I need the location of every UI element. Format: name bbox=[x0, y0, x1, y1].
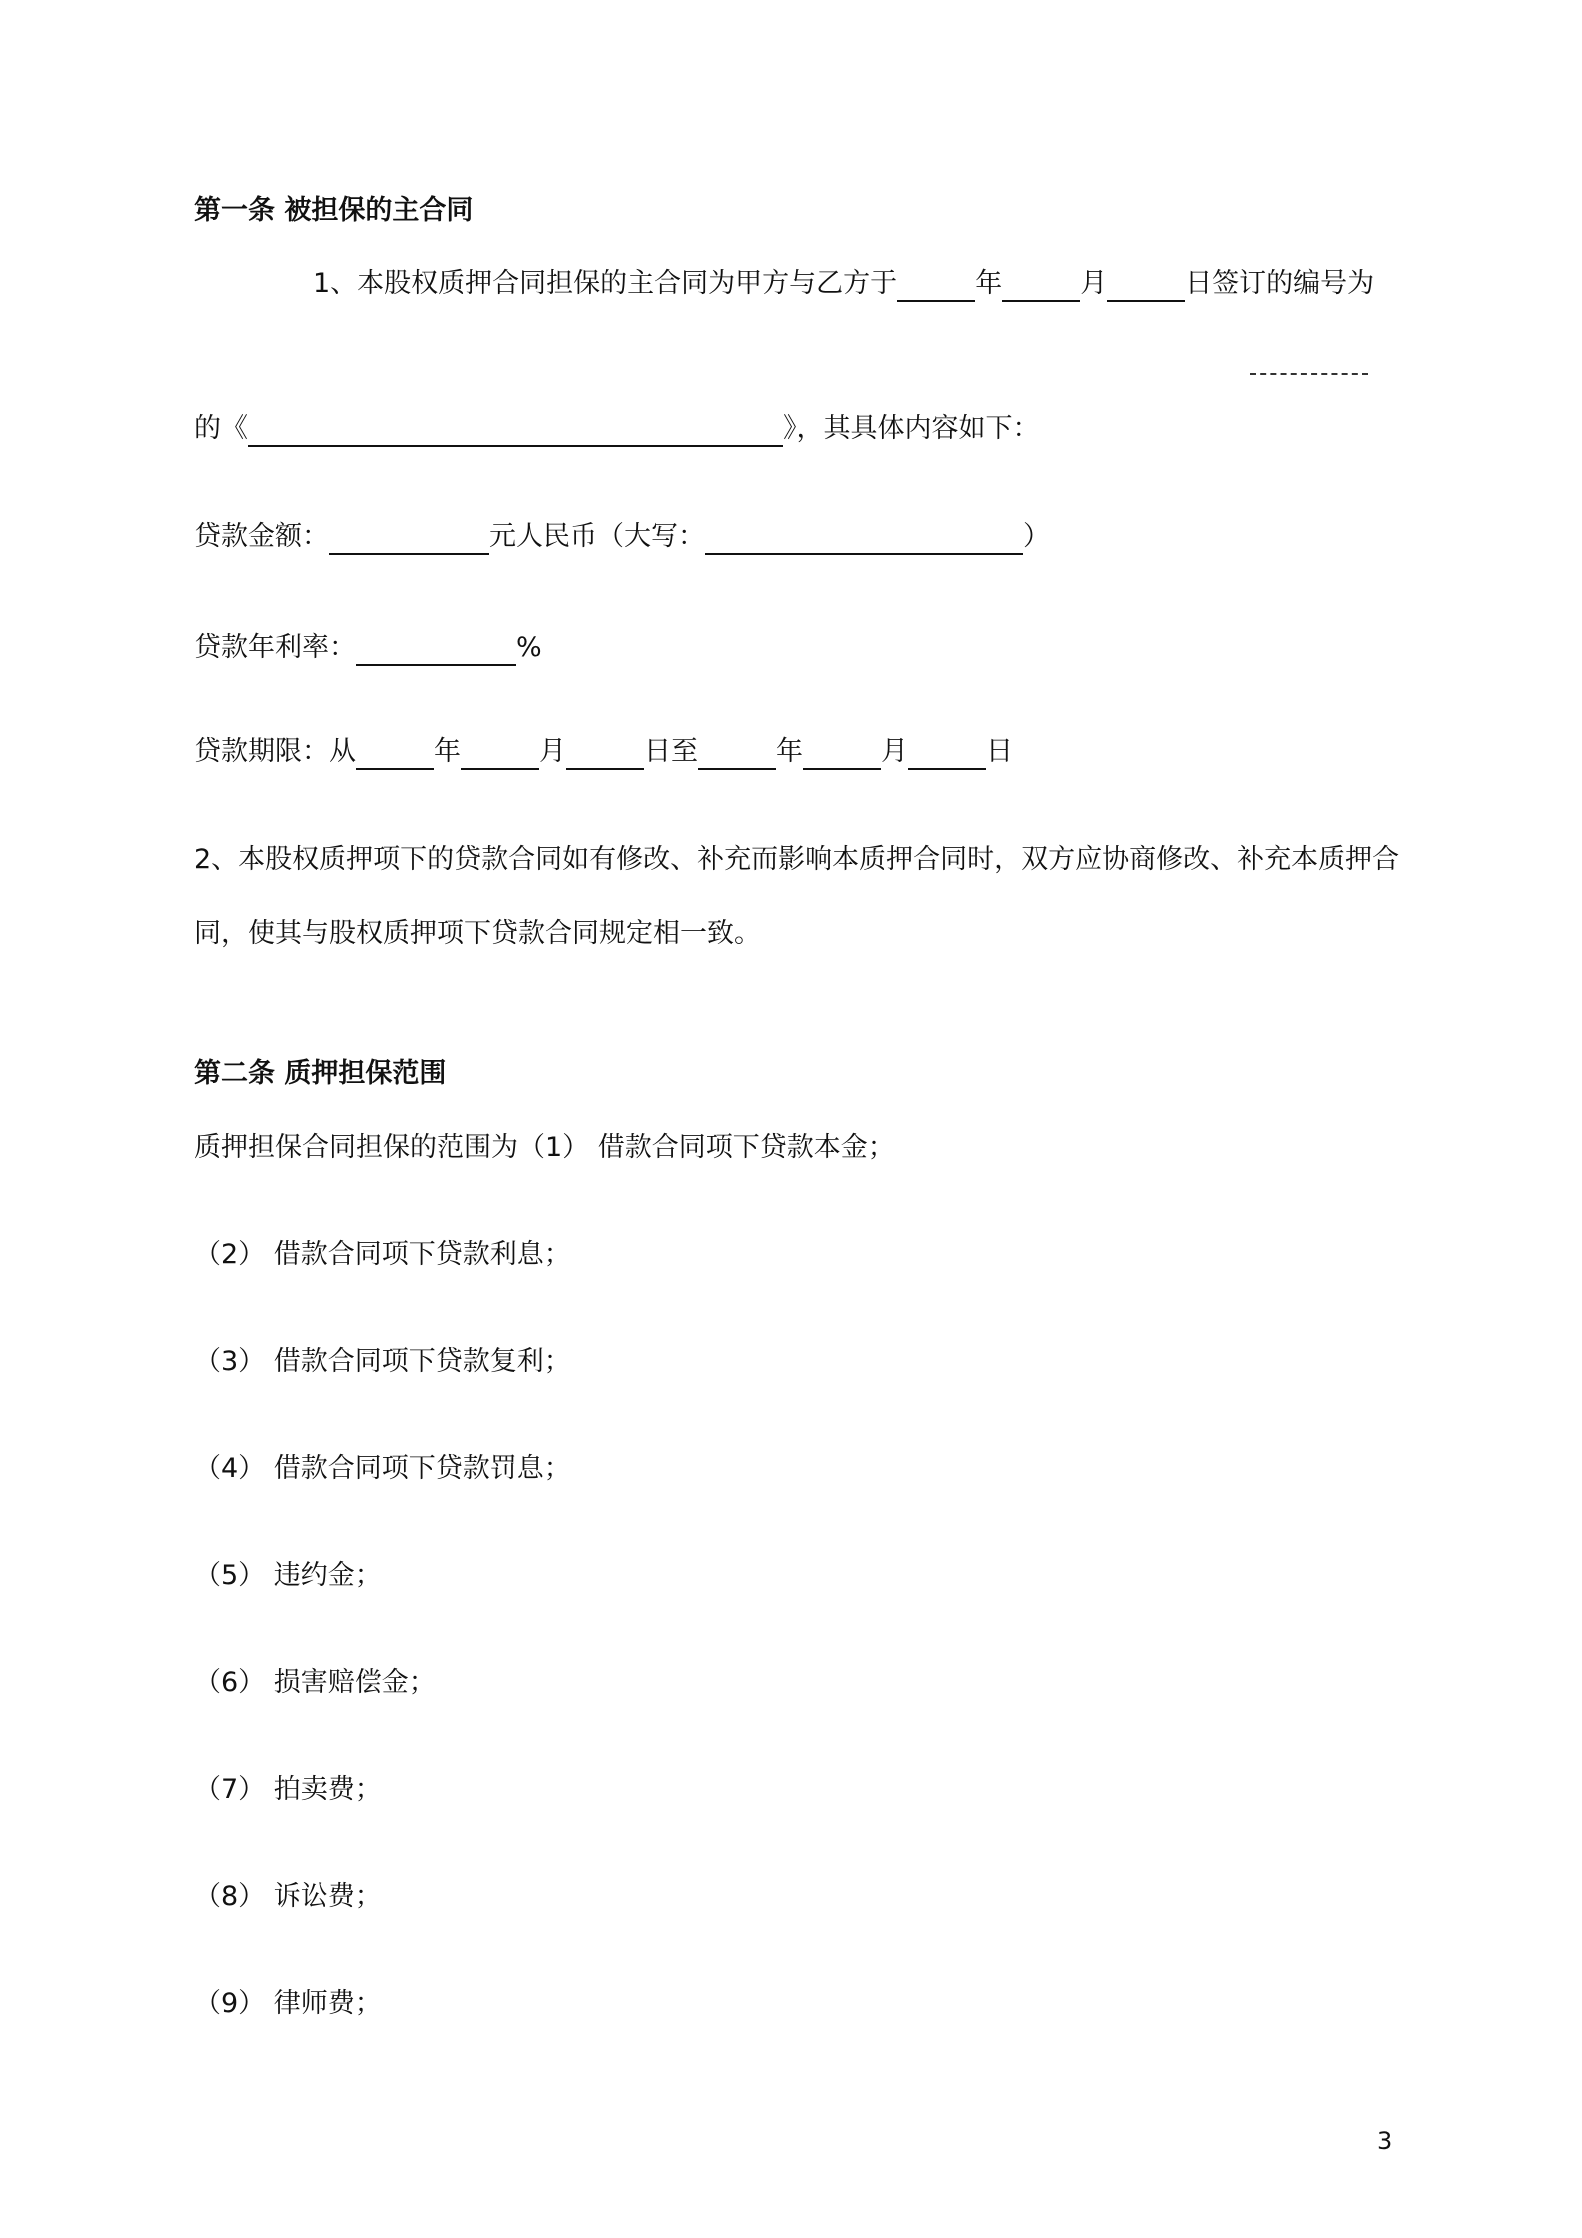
scope-item: （7） 拍卖费； bbox=[194, 1774, 382, 1805]
loan-amount-words-blank[interactable] bbox=[705, 523, 1023, 555]
contract-number-blank[interactable] bbox=[1250, 373, 1368, 375]
interest-rate-line bbox=[194, 630, 542, 666]
term-end-month-blank[interactable] bbox=[803, 738, 881, 770]
term-end-year-label: 年 bbox=[776, 736, 803, 767]
loan-amount-line bbox=[194, 519, 1050, 555]
loan-amount-blank[interactable] bbox=[329, 523, 489, 555]
sign-year-blank[interactable] bbox=[897, 270, 975, 302]
clause-2-line-2: 同，使其与股权质押项下贷款合同规定相一致。 bbox=[194, 918, 761, 949]
term-start-month-blank[interactable] bbox=[461, 738, 539, 770]
scope-item: （3） 借款合同项下贷款复利； bbox=[194, 1346, 571, 1377]
interest-rate-label: 贷款年利率： bbox=[194, 632, 356, 663]
sign-day-blank[interactable] bbox=[1107, 270, 1185, 302]
contract-name-line bbox=[194, 411, 1040, 447]
scope-item: （4） 借款合同项下贷款罚息； bbox=[194, 1453, 571, 1484]
term-start-year-label: 年 bbox=[434, 736, 461, 767]
article-2-heading: 第二条 质押担保范围 bbox=[194, 1058, 447, 1089]
month-label: 月 bbox=[1080, 268, 1108, 299]
loan-amount-unit: 元人民币（大写： bbox=[489, 521, 705, 552]
loan-term-label: 贷款期限：从 bbox=[194, 736, 356, 767]
article-1-heading: 第一条 被担保的主合同 bbox=[194, 195, 474, 226]
page-number: 3 bbox=[1377, 2127, 1393, 2155]
interest-rate-unit: % bbox=[516, 632, 542, 663]
loan-term-line bbox=[194, 734, 1013, 770]
term-end-day-label: 日 bbox=[986, 736, 1013, 767]
scope-item: （5） 违约金； bbox=[194, 1560, 382, 1591]
clause-2-line-1: 2、本股权质押项下的贷款合同如有修改、补充而影响本质押合同时，双方应协商修改、补充本质押合 bbox=[194, 844, 1400, 875]
term-start-day-blank[interactable] bbox=[566, 738, 644, 770]
loan-amount-close: ） bbox=[1023, 521, 1050, 552]
scope-item: （8） 诉讼费； bbox=[194, 1881, 382, 1912]
term-end-month-label: 月 bbox=[881, 736, 908, 767]
term-day-to-label: 日至 bbox=[644, 736, 698, 767]
contract-name-open: 的《 bbox=[194, 413, 248, 444]
sign-month-blank[interactable] bbox=[1002, 270, 1080, 302]
term-end-year-blank[interactable] bbox=[698, 738, 776, 770]
contract-name-close: 》，其具体内容如下： bbox=[783, 413, 1040, 444]
scope-item: （6） 损害赔偿金； bbox=[194, 1667, 436, 1698]
article-1-clause-1-line-1 bbox=[313, 266, 1374, 302]
term-start-month-label: 月 bbox=[539, 736, 566, 767]
scope-item: （2） 借款合同项下贷款利息； bbox=[194, 1239, 571, 1270]
contract-name-blank[interactable] bbox=[248, 415, 783, 447]
loan-amount-label: 贷款金额： bbox=[194, 521, 329, 552]
term-end-day-blank[interactable] bbox=[908, 738, 986, 770]
interest-rate-blank[interactable] bbox=[356, 634, 516, 666]
scope-intro: 质押担保合同担保的范围为（1） 借款合同项下贷款本金； bbox=[194, 1132, 895, 1163]
signed-number-label: 日签订的编号为 bbox=[1185, 268, 1375, 299]
year-label: 年 bbox=[975, 268, 1003, 299]
term-start-year-blank[interactable] bbox=[356, 738, 434, 770]
clause-1-intro: 1、本股权质押合同担保的主合同为甲方与乙方于 bbox=[313, 268, 898, 299]
scope-item: （9） 律师费； bbox=[194, 1988, 382, 2019]
